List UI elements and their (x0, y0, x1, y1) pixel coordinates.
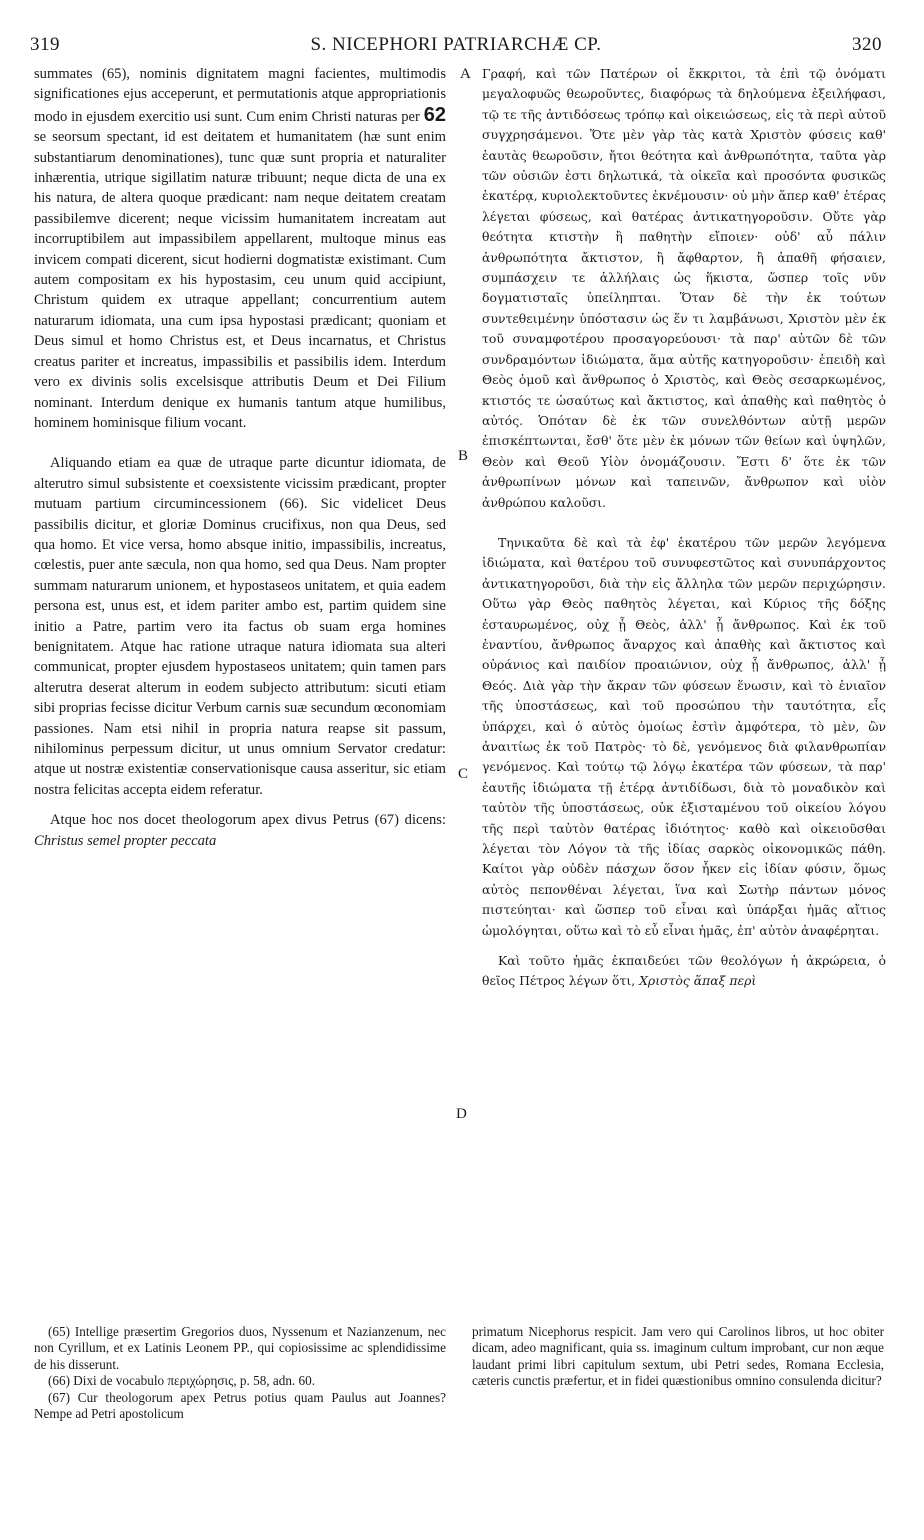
running-title: S. NICEPHORI PATRIARCHÆ CP. (310, 34, 602, 55)
footnote-67-continued: primatum Nicephorus respicit. Jam vero qui Carolinos libros, ut hoc obiter dicam, adeo magnificant, quia ss. imaginum cultum improbant, cur non æque laudant primi libri capitulum sextum, ubi Petri sedes, Romana Ecclesia, cæteris cunctis præfertur, et in fidei quæstionibus omnino consulenda dicitur? (472, 1324, 884, 1389)
latin-paragraph-3-text: Atque hoc nos docet theologorum apex divus Petrus (67) dicens: (50, 812, 446, 829)
latin-paragraph-1-start: summates (65), nominis dignitatem magni facientes, multimodis significationes ejus acceperunt, et permutationis atque appropriationis modo in ejusdem exercitio usi sunt. Cum enim Christi naturas per (34, 66, 446, 125)
greek-column (482, 64, 886, 992)
greek-paragraph-3 (482, 951, 886, 992)
margin-letter-c: C (458, 766, 469, 782)
footnote-65: (65) Intellige præsertim Gregorios duos, Nyssenum et Nazianzenum, nec non Cyrillum, et ex Latinis Leonem PP., qui copiosissime ac splendidissime de his disserunt. (34, 1324, 446, 1372)
latin-paragraph-1 (34, 64, 446, 433)
latin-column (34, 64, 446, 851)
latin-paragraph-2: Aliquando etiam ea quæ de utraque parte dicuntur idiomata, de alterutro simul subsistente et coexsistente vicissim prædicant, propter mutuam partium circumincessionem (66). Sic videlicet Deus passibilis dicitur, et gloriæ Dominus crucifixus, non qua Deus, sed qua homo. Et vice versa, homo absque initio, impassibilis, increatus, cœlestis, puer ante sæcula, non qua homo, sed qua Deus. Nam propter summam naturarum unionem, et hypostaseos unitatem, et quia eadem persona est, unus est, et idem pariter ambo est, partim quidem sine initio a Patre, partim vero ita factus ob suam erga homines benignitatem. Atque hac ratione utraque natura idiomata sua alteri communicat, propter ejusdem hypostaseos unitatem; quin tamen pars alterutra deserat alterum in eodem subjecto attributum: sicuti etiam sibi proprias fecisse dicitur Verbum carnis suæ secundum œconomiam passiones. Nam etsi nihil in propria natura reapse sit passum, nihilominus perpessum dicitur, ut unus omnium Servator credatur: atque ut nostræ existentiæ conservationisque causa asseritur, sic etiam nostra felicitas accepta eidem referatur. (34, 455, 446, 798)
greek-paragraph-3-text: Καὶ τοῦτο ἡμᾶς ἐκπαιδεύει τῶν θεολόγων ἡ ἀκρώρεια, ὁ θεῖος Πέτρος λέγων ὅτι, (482, 953, 886, 989)
footnotes-right (472, 1324, 884, 1390)
footnotes-left (34, 1324, 446, 1422)
margin-letter-a: A (460, 66, 471, 82)
greek-quotation: Χριστὸς ἅπαξ περὶ (639, 973, 757, 989)
footnote-66: (66) Dixi de vocabulo περιχώρησις, p. 58, adn. 60. (48, 1373, 315, 1389)
greek-paragraph-1: Γραφή, καὶ τῶν Πατέρων οἱ ἔκκριτοι, τὰ ἐπὶ τῷ ὀνόματι μεγαλοφυῶς θεωροῦντες, διαφόρως τὰ δηλούμενα ἐξειλήφασι, τῷ τε τῆς ἀντιδόσεως τρόπῳ καὶ οἰκειώσεως, εἰς τὰ περὶ αὐτοῦ συγχρησάμενοι. Ὅτε μὲν γὰρ τὰς κατὰ Χριστὸν φύσεις καθ' ἑαυτὰς θεωροῦσιν, ἤτοι θεότητα καὶ ἀνθρωπότητα, ταῦτα γὰρ τῶν οὐσιῶν ἐστι δηλωτικά, τὰ οἰκεῖα καὶ προσόντα φυσικῶς ἑκατέρᾳ, κυριολεκτοῦντες ἐκνέμουσιν· οὐ μὴν ἅπερ καθ' ἑτέρας λέγεται φύσεως, καὶ θατέρας ἀντικατηγοροῦσιν. Οὔτε γὰρ θεότητα κτιστὴν ἢ παθητὴν εἴποιεν· οὐδ' αὖ πάλιν ἀνθρωπότητα ἄκτιστον, ἢ ἄφθαρτον, ἢ ἀπαθῆ φήσαιεν, συμπάσχειν τε ἀλλήλαις ὡς ἥκιστα, ὥσπερ τοῖς νῦν δογματισταῖς ὑπείληπται. Ὅταν δὲ τὴν ἐκ τούτων συντεθειμένην ὑπόστασιν ὡς ἕν τι λαμβάνωσι, Χριστὸν μὲν ἐκ τοῦ συναμφοτέρου προσαγορεύουσι· τὰ παρ' αὐτῶν δὲ τῶν συνδραμόντων ἰδιώματα, ἅμα αὐτῆς κατηγοροῦσιν· ἐπειδὴ καὶ Θεὸς ὁμοῦ καὶ ἄνθρωπος ὁ Χριστὸς, καὶ Θεὸς σεσαρκωμένος, κτιστός τε ὡσαύτως καὶ ἄκτιστος, καὶ ἀπαθὴς καὶ παθητὸς ὁ αὐτός. Ὁπόταν δὲ ἐκ τῶν συνελθόντων αὐτῇ μερῶν ἐπισκέπτωνται, ἔσθ' ὅτε μὲν ἐκ μόνων τῶν θείων καὶ ὑψηλῶν, Θεὸν καὶ Θεοῦ Υἱὸν ὀνομάζουσιν. Ἔστι δ' ὅτε ἐκ τῶν ἀνθρωπίνων μόνων καὶ ταπεινῶν, ἄνθρωπον καὶ υἱὸν ἀνθρώπου καλοῦσι. (482, 66, 886, 510)
margin-letter-b: B (458, 448, 469, 464)
section-marker: 62 (423, 103, 446, 126)
latin-paragraph-1-rest: se seorsum spectant, id est deitatem et humanitatem (hæ sunt enim substantiarum denominationes), tunc quæ sunt propria et naturaliter inhærentia, utrique sigillatim naturæ tribuunt; neque dicta de una ex his natura, de altera quoque prædicant: nam neque deitatem creatam passibilemve dicerent; neque vicissim humanitatem increatam aut incorruptibilem aut impassibilem appellarent, multoque minus eas invicem compati dicerent, sicut hodierni dogmatistæ existimant. Cum autem compositam ex his hypostasim, ceu unum quid accipiunt, Christum quidem ex utraque appellant; concurrentium autem naturarum idiomata, una cum ipsa hypostasi prædicant; quoniam et Deus simul et homo Christus est, et Deus incarnatus, et Christus creatus pariter et increatus, impassibilis et passibilis idem. Interdum vero ex divinis solis excelsisque attributis Deum et Dei Filium nominant. Interdum denique ex humanis tantum atque humilibus, hominem hominisque filium vocant. (34, 129, 446, 431)
latin-paragraph-3 (34, 810, 446, 851)
latin-quotation: Christus semel propter peccata (34, 832, 217, 849)
page-header (30, 34, 882, 60)
greek-paragraph-2: Τηνικαῦτα δὲ καὶ τὰ ἐφ' ἑκατέρου τῶν μερῶν λεγόμενα ἰδιώματα, καὶ θατέρου τοῦ συνυφεστῶτος καὶ συνυπάρχοντος ἀντικατηγοροῦσι, διὰ τὴν εἰς ἄλληλα τῶν μερῶν περιχώρησιν. Οὕτω γὰρ Θεὸς παθητὸς λέγεται, καὶ Κύριος τῆς δόξης ἐσταυρωμένος, οὐχ ᾗ Θεὸς, ἀλλ' ᾗ ἄνθρωπος. Καὶ ἐκ τοῦ ἐναντίου, ἄνθρωπος ἄναρχος καὶ ἀπαθὴς καὶ ἄκτιστος καὶ οὐράνιος καὶ παιδίον προαιώνιον, οὐχ ᾗ ἄνθρωπος, ἀλλ' ᾗ Θεός. Διὰ γὰρ τὴν ἄκραν τῶν φύσεων ἕνωσιν, καὶ τὸ ἑνιαῖον τῆς ὑποστάσεως, καὶ τοῦ προσώπου τὴν ταυτότητα, εἷς ὑπάρχει, καὶ ὁ αὐτὸς ὁμοίως ἐστὶν ἀμφότερα, τὸ μὲν, ὢν ἀναιτίως ἐκ τοῦ Πατρὸς· τὸ δὲ, γενόμενος διὰ φιλανθρωπίαν γενόμενος. Καὶ τούτῳ τῷ λόγῳ ἑκατέρα τῶν φύσεων, τὰ παρ' ἑαυτῆς ἰδιώματα τῇ ἑτέρᾳ ἀντιδίδωσι, διὰ τὸ μοναδικὸν καὶ ταὐτὸν τῆς ὑποστάσεως, οὐκ ἐξισταμένου τοῦ οἰκείου λόγου τῆς περὶ ταὐτὸν θατέρας ἰδιότητος· καθὸ καὶ οἰκειοῦσθαι λέγεται τὸν Λόγον τὰ τῆς ἰδίας σαρκὸς οἰκονομικῶς πάθη. Καίτοι γὰρ οὐδὲν πάσχων ὅσον ἧκεν εἰς ἰδίαν φύσιν, ὅμως αὐτὸς πεπονθέναι λέγεται, ἵνα καὶ Σωτὴρ πάντων μόνος πιστεύηται· καὶ ὥσπερ τοῦ εἶναι καὶ ὑπάρξαι ἡμᾶς αἴτιος ὡμολόγηται, οὕτω καὶ τὸ εὖ εἶναι ἡμᾶς, ἐπ' αὐτὸν ἀναφέρηται. (482, 534, 886, 938)
page-number-right: 320 (852, 34, 882, 55)
margin-letter-d: D (456, 1106, 467, 1122)
page-number-left: 319 (30, 34, 60, 55)
footnote-67: (67) Cur theologorum apex Petrus potius quam Paulus aut Joannes? Nempe ad Petri apostolicum (34, 1389, 446, 1422)
